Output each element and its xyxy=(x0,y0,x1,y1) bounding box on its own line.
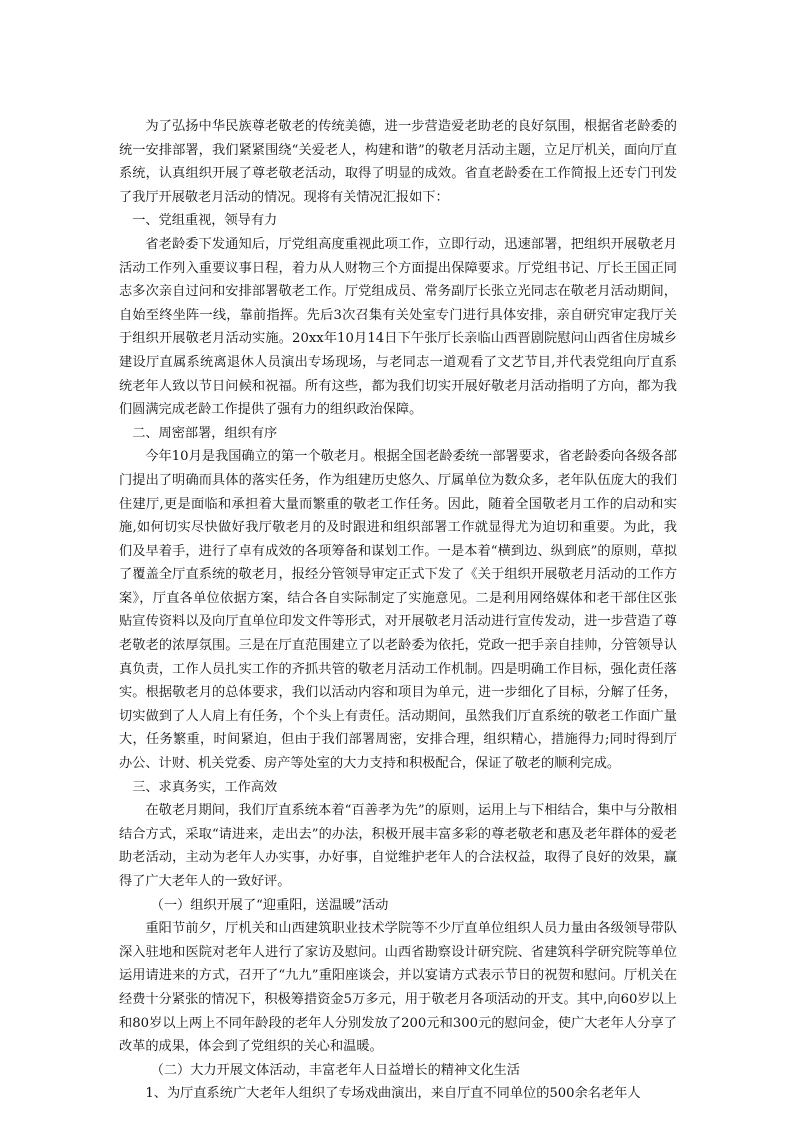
section-heading-3: 三、求真务实，工作高效 xyxy=(132,779,278,795)
section-heading-2: 二、周密部署，组织有序 xyxy=(132,425,278,441)
document-body xyxy=(119,115,677,1106)
section-2-paragraph: 今年10月是我国确立的第一个敬老月。根据全国老龄委统一部署要求，省老龄委向各级各部门提出了明确而具体的落实任务，作为组建历史悠久、厅属单位为数众多，老年队伍庞大的我们住建厅,更是面临和承担着大量而繁重的敬老工作任务。因此，随着全国敬老月工作的启动和实施,如何切实尽快做好我厅敬老月的及时跟进和组织部署工作就显得尤为迫切和重要。为此，我们及早着手，进行了卓有成效的各项筹备和谋划工作。一是本着“横到边、纵到底”的原则，草拟了覆盖全厅直系统的敬老月，报经分管领导审定正式下发了《关于组织开展敬老月活动的工作方案》，厅直各单位依据方案，结合各自实际制定了实施意见。二是利用网络媒体和老干部住区张贴宣传资料以及向厅直单位印发文件等形式，对开展敬老月活动进行宣传发动，进一步营造了尊老敬老的浓厚氛围。三是在厅直范围建立了以老龄委为依托，党政一把手亲自挂帅，分管领导认真负责，工作人员扎实工作的齐抓共管的敬老月活动工作机制。四是明确工作目标，强化责任落实。根据敬老月的总体要求，我们以活动内容和项目为单元，进一步细化了目标，分解了任务，切实做到了人人肩上有任务，个个头上有责任。活动期间，虽然我们厅直系统的敬老工作面广量大，任务繁重，时间紧迫，但由于我们部署周密，安排合理，组织精心，措施得力;同时得到厅办公、计财、机关党委、房产等处室的大力支持和积极配合，保证了敬老的顺利完成。 xyxy=(119,449,677,772)
subsection-1-paragraph: 重阳节前夕，厅机关和山西建筑职业技术学院等不少厅直单位组织人员力量由各级领导带队深入驻地和医院对老年人进行了家访及慰问。山西省勘察设计研究院、省建筑科学研究院等单位运用请进来的方式，召开了“九九”重阳座谈会，并以宴请方式表示节日的祝贺和慰问。厅机关在经费十分紧张的情况下，积极筹措资金5万多元，用于敬老月各项活动的开支。其中,向60岁以上和80岁以上两上不同年龄段的老年人分别发放了200元和300元的慰问金，使广大老年人分享了改革的成果，体会到了党组织的关心和温暖。 xyxy=(119,921,677,1055)
subsection-heading-2: （二）大力开展文体活动，丰富老年人日益增长的精神文化生活 xyxy=(150,1062,520,1078)
section-1-paragraph: 省老龄委下发通知后，厅党组高度重视此项工作，立即行动，迅速部署，把组织开展敬老月活动工作列入重要议事日程，着力从人财物三个方面提出保障要求。厅党组书记、厅长王国正同志多次亲自过问和安排部署敬老工作。厅党组成员、常务副厅长张立光同志在敬老月活动期间，自始至终坐阵一线，靠前指挥。先后3次召集有关处室专门进行具体安排，亲自研究审定我厅关于组织开展敬老月活动实施。20xx年10月14日下午张厅长亲临山西晋剧院慰问山西省住房城乡建设厅直属系统离退休人员演出专场现场，与老同志一道观看了文艺节目,并代表党组向厅直系统老年人致以节日问候和祝福。所有这些，都为我们切实开展好敬老月活动指明了方向，都为我们圆满完成老龄工作提供了强有力的组织政治保障。 xyxy=(119,236,677,418)
section-heading-1: 一、党组重视，领导有力 xyxy=(132,213,278,229)
section-3-paragraph: 在敬老月期间，我们厅直系统本着“百善孝为先”的原则，运用上与下相结合，集中与分散相结合方式，采取“请进来，走出去”的办法，积极开展丰富多彩的尊老敬老和惠及老年群体的爱老助老活动，主动为老年人办实事，办好事，自觉维护老年人的合法权益，取得了良好的效果，赢得了广大老年人的一致好评。 xyxy=(119,803,677,889)
subsection-heading-1: （一）组织开展了“迎重阳，送温暖”活动 xyxy=(150,897,389,913)
subsection-2-paragraph: 1、为厅直系统广大老年人组织了专场戏曲演出，来自厅直不同单位的500余名老年人 xyxy=(145,1086,641,1102)
intro-paragraph: 为了弘扬中华民族尊老敬老的传统美德，进一步营造爱老助老的良好氛围，根据省老龄委的统一安排部署，我们紧紧围绕“关爱老人，构建和谐”的敬老月活动主题，立足厅机关，面向厅直系统，认真组织开展了尊老敬老活动，取得了明显的成效。省直老龄委在工作简报上还专门刊发了我厅开展敬老月活动的情况。现将有关情况汇报如下： xyxy=(119,119,677,205)
